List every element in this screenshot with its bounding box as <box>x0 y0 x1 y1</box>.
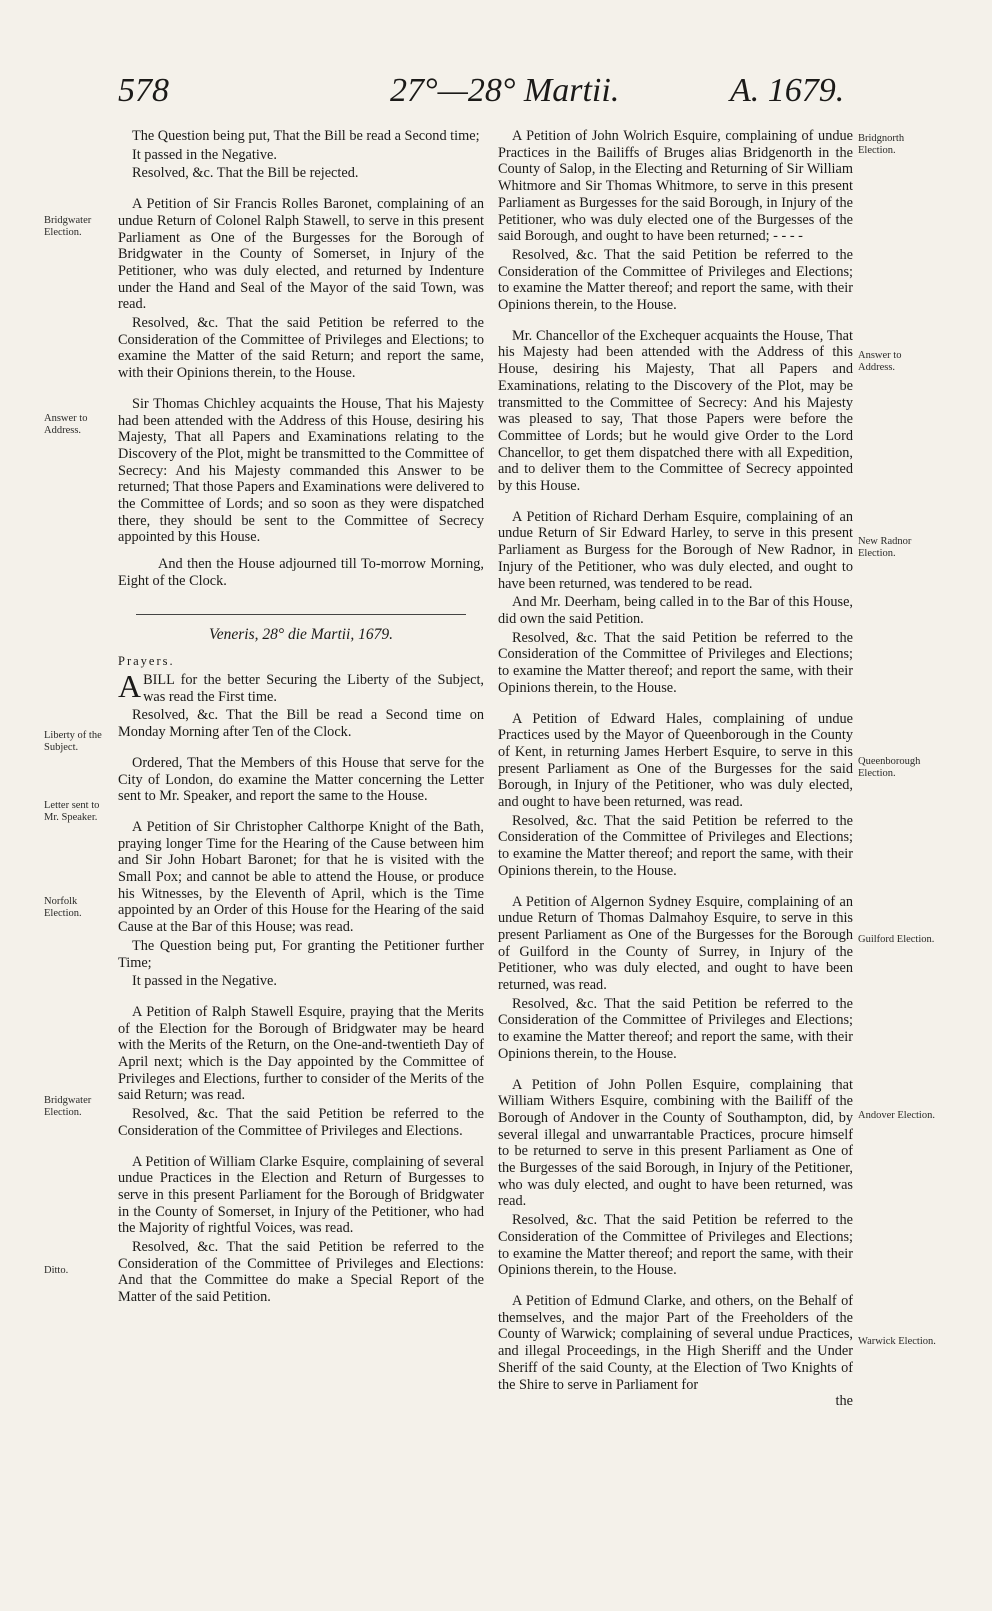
margin-note-bridgwater-election: Bridgwater Election. <box>44 215 92 238</box>
paragraph: A Petition of Algernon Sydney Esquire, complaining of an undue Return of Thomas Dalmahoy Esquire, to serve in this present Parliament as One of the Burgesses for the Borough of Guilford in the County of Surrey, in Injury of the Petitioner, who was duly elected, and ought to have been returned, was read. <box>498 893 853 994</box>
prayers-heading: Prayers. <box>118 654 175 669</box>
header-year: A. 1679. <box>730 72 845 109</box>
paragraph: It passed in the Negative. <box>132 973 277 990</box>
paragraph: It passed in the Negative. <box>132 146 277 163</box>
margin-note-queenborough-election: Queenborough Election. <box>858 756 921 779</box>
margin-note-letter-to-speaker: Letter sent to Mr. Speaker. <box>44 800 100 823</box>
margin-note-answer-to-address: Answer to Address. <box>44 413 88 436</box>
paragraph: Mr. Chancellor of the Exchequer acquaints the House, That his Majesty had been attended with the Address of this House, desiring his Majesty, That all Papers and Examinations, relating to the Discovery of the Plot, may be transmitted to the Committee of Secrecy: And his Majesty was pleased to say, That those Papers were before the Committee of Lords; but he would give Order to the Lord Chancellor, to get them dispatched there with all Expedition, and to deliver them to the Committee of Secrecy appointed by this House. <box>498 327 853 495</box>
paragraph: A Petition of Sir Francis Rolles Baronet, complaining of an undue Return of Colonel Ralph Stawell, to serve in this present Parliament as One of the Burgesses for the Borough of Bridgwater in the County of Somerset, in Injury of the Petitioner, who was duly elected, and returned by Indenture under the Hand and Seal of the Mayor of the said Town, was read. <box>118 196 484 313</box>
page-number: 578 <box>118 72 169 109</box>
right-column <box>498 128 853 1410</box>
margin-note-andover-election: Andover Election. <box>858 1110 935 1121</box>
margin-note-norfolk-election: Norfolk Election. <box>44 896 82 919</box>
paragraph: The Question being put, For granting the Petitioner further Time; <box>118 937 484 971</box>
paragraph: Resolved, &c. That the said Petition be referred to the Consideration of the Committee of Privileges and Elections; to examine the Matter of the said Return; and report the same, with their Opinions therein, to the House. <box>118 315 484 382</box>
paragraph: A Petition of Edward Hales, complaining of undue Practices used by the Mayor of Queenborough in the County of Kent, in returning James Herbert Esquire, to serve in this present Parliament as One of the Burgesses for the said Borough, in Injury of the Petitioner, who was duly elected, and ought to have been returned, was read. <box>498 710 853 811</box>
paragraph: A Petition of Sir Christopher Calthorpe Knight of the Bath, praying longer Time for the Hearing of the Cause between him and Sir John Hobart Baronet; for that he is visited with the Small Pox; and cannot be able to attend the House, or produce his Witnesses, by the Eleventh of April, which is the Time appointed by an Order of this House for the Hearing of the said Cause at the Bar of this House; was read. <box>118 818 484 936</box>
paragraph: Ordered, That the Members of this House that serve for the City of London, do examine the Matter concerning the Letter sent to Mr. Speaker, and report the same to the House. <box>118 754 484 805</box>
margin-note-bridgnorth-election: Bridgnorth Election. <box>858 133 905 156</box>
paragraph: Resolved, &c. That the said Petition be referred to the Consideration of the Committee of Privileges and Elections; to examine the Matter thereof; and report the same, with their Opinions therein, to the House. <box>498 995 853 1062</box>
margin-note-bridgwater-election-2: Bridgwater Election. <box>44 1095 92 1118</box>
page-header <box>112 72 872 124</box>
margin-note-answer-to-address-right: Answer to Address. <box>858 350 902 373</box>
margin-note-liberty-of-subject: Liberty of the Subject. <box>44 730 102 753</box>
margin-note-new-radnor-election: New Radnor Election. <box>858 536 912 559</box>
paragraph: A Petition of Richard Derham Esquire, complaining of an undue Return of Sir Edward Harley, to serve in this present Parliament as Burgess for the Borough of New Radnor, in Injury of the Petitioner, who was duly elected, and ought to have been returned, was tendered to be read. <box>498 508 853 592</box>
header-date: 27°—28° Martii. <box>390 72 620 109</box>
paragraph: A Petition of John Pollen Esquire, complaining that William Withers Esquire, combining with the Bailiff of the Borough of Andover in the County of Southampton, did, by several illegal and unwarrantable Practices, procure himself to be returned to serve in this present Parliament as One of the Burgesses of the said Borough, in Injury of the Petitioner, who was duly elected, and ought to have been returned, was read. <box>498 1076 853 1210</box>
paragraph: A Petition of Edmund Clarke, and others, on the Behalf of themselves, and the major Part of the Freeholders of the County of Warwick; complaining of several undue Practices, and illegal Proceedings, in the High Sheriff and the Under Sheriff of the said County, at the Election of Two Knights of the Shire to serve in Parliament for <box>498 1293 853 1393</box>
day-title: Veneris, 28° die Martii, 1679. <box>208 625 393 643</box>
paragraph: Resolved, &c. That the Bill be read a Second time on Monday Morning after Ten of the Clock. <box>118 707 484 741</box>
paragraph: Resolved, &c. That the said Petition be referred to the Consideration of the Committee of Privileges and Elections; to examine the Matter thereof; and report the same, with their Opinions therein, to the House. <box>498 629 853 696</box>
paragraph: The Question being put, That the Bill be read a Second time; <box>132 128 480 144</box>
paragraph: Resolved, &c. That the Bill be rejected. <box>132 165 359 182</box>
paragraph: Resolved, &c. That the said Petition be referred to the Consideration of the Committee of Privileges and Elections; to examine the Matter thereof; and report the same, with their Opinions therein, to the House. <box>498 246 853 314</box>
adjournment-note: And then the House adjourned till To-morrow Morning, Eight of the Clock. <box>118 556 484 589</box>
paragraph: Resolved, &c. That the said Petition be referred to the Consideration of the Committee of Privileges and Elections: And that the Committee do make a Special Report of the Matter of the said Petition. <box>118 1239 484 1306</box>
paragraph: Resolved, &c. That the said Petition be referred to the Consideration of the Committee of Privileges and Elections; to examine the Matter thereof; and report the same, with their Opinions therein, to the House. <box>498 812 853 879</box>
paragraph: Resolved, &c. That the said Petition be referred to the Consideration of the Committee of Privileges and Elections. <box>118 1106 484 1139</box>
paragraph: A Petition of Ralph Stawell Esquire, praying that the Merits of the Election for the Borough of Bridgwater may be heard with the Merits of the Return, on the One-and-twentieth Day of April next; which is the Day appointed by the Committee of Privileges and Elections, further to consider of the Merits of the said Return; was read. <box>118 1003 484 1104</box>
paragraph: ABILL for the better Securing the Liberty of the Subject, was read the First time. <box>118 667 484 705</box>
margin-note-warwick-election: Warwick Election. <box>858 1336 936 1347</box>
section-divider <box>136 614 466 615</box>
paragraph: Resolved, &c. That the said Petition be referred to the Consideration of the Committee of Privileges and Elections; to examine the Matter thereof; and report the same, with their Opinions therein, to the House. <box>498 1212 853 1279</box>
margin-note-guilford-election: Guilford Election. <box>858 934 935 945</box>
paragraph: And Mr. Deerham, being called in to the Bar of this House, did own the said Petition. <box>498 594 853 627</box>
paragraph: A Petition of John Wolrich Esquire, complaining of undue Practices in the Bailiffs of Bruges alias Bridgenorth in the County of Salop, in the Electing and Returning of Sir William Whitmore and Sir Thomas Whitmore, to serve in this present Parliament as Burgesses for the said Borough, in Injury of the Petitioner, who was duly elected one of the Burgesses of the said Borough, and ought to have been returned; - - - - <box>498 128 853 245</box>
margin-note-ditto: Ditto. <box>44 1265 69 1276</box>
paragraph: A Petition of William Clarke Esquire, complaining of several undue Practices in the Election and Return of Burgesses to serve in this present Parliament for the Borough of Bridgwater in the County of Somerset, in Injury of the Petitioner, who had the Majority of rightful Voices, was read. <box>118 1153 484 1237</box>
paragraph: Sir Thomas Chichley acquaints the House, That his Majesty had been attended with the Address of this House, desiring his Majesty, That all Papers and Examinations relating to the Discovery of the Plot, might be transmitted to the Committee of Secrecy: And his Majesty commanded this Answer to be returned; That those Papers and Examinations were delivered to the Committee of Lords; and so soon as they were dispatched there, they should be sent to the Committee of Secrecy appointed by this House. <box>118 395 484 546</box>
left-column <box>118 128 484 1306</box>
catchword: the <box>835 1393 853 1410</box>
